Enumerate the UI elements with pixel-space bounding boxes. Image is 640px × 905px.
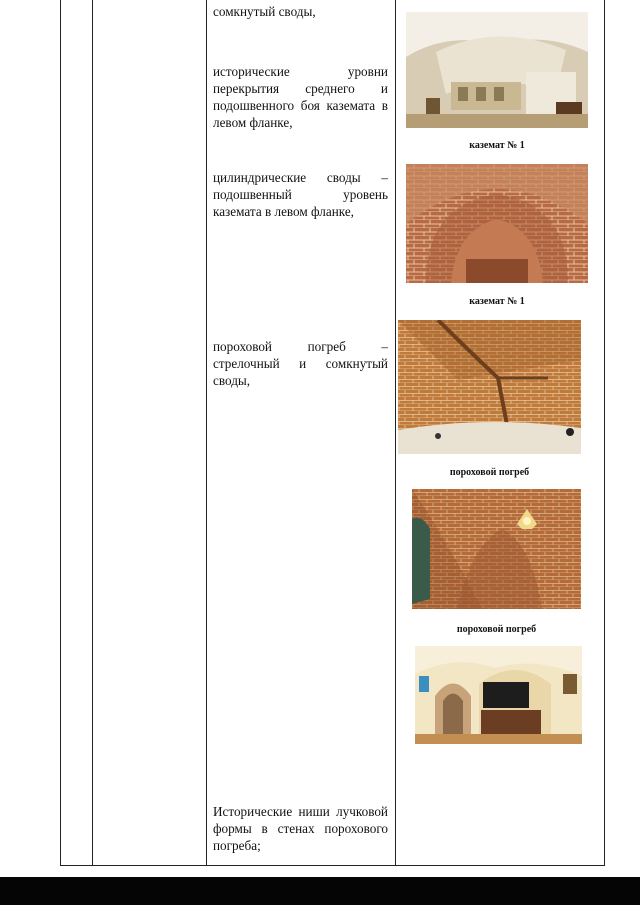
vault-text-5: Исторические ниши лучковой формы в стенах порохового погреба; [213, 804, 388, 853]
powder-cellar-vault-photo-2 [412, 489, 581, 609]
table-border-col1 [92, 0, 93, 866]
table-border-col3 [395, 0, 396, 866]
table-border-bottom [60, 865, 605, 866]
table-border-left [60, 0, 61, 866]
table-border-col2 [206, 0, 207, 866]
photo-caption-2: каземат № 1 [469, 296, 525, 307]
photo-caption-3: пороховой погреб [449, 467, 530, 478]
vault-text-2: исторические уровни перекрытия среднего и подошвенного боя каземата в левом фланке, [213, 64, 388, 130]
vault-text-3: цилиндрические своды – подошвенный уровень каземата в левом фланке, [213, 170, 388, 219]
photo-caption-1: каземат № 1 [469, 140, 525, 151]
vault-text-4: пороховой погреб – стрелочный и сомкнутый своды, [213, 339, 388, 388]
scan-edge-band [0, 877, 640, 905]
powder-cellar-vault-photo-1 [398, 320, 581, 454]
photo-caption-4: пороховой погреб [456, 624, 537, 635]
cylindrical-vault-photo [406, 164, 588, 283]
table-border-right [604, 0, 605, 866]
casemate-interior-photo [406, 12, 588, 128]
niche-room-photo [415, 646, 582, 744]
vault-text-1: сомкнутый своды, [213, 4, 316, 19]
